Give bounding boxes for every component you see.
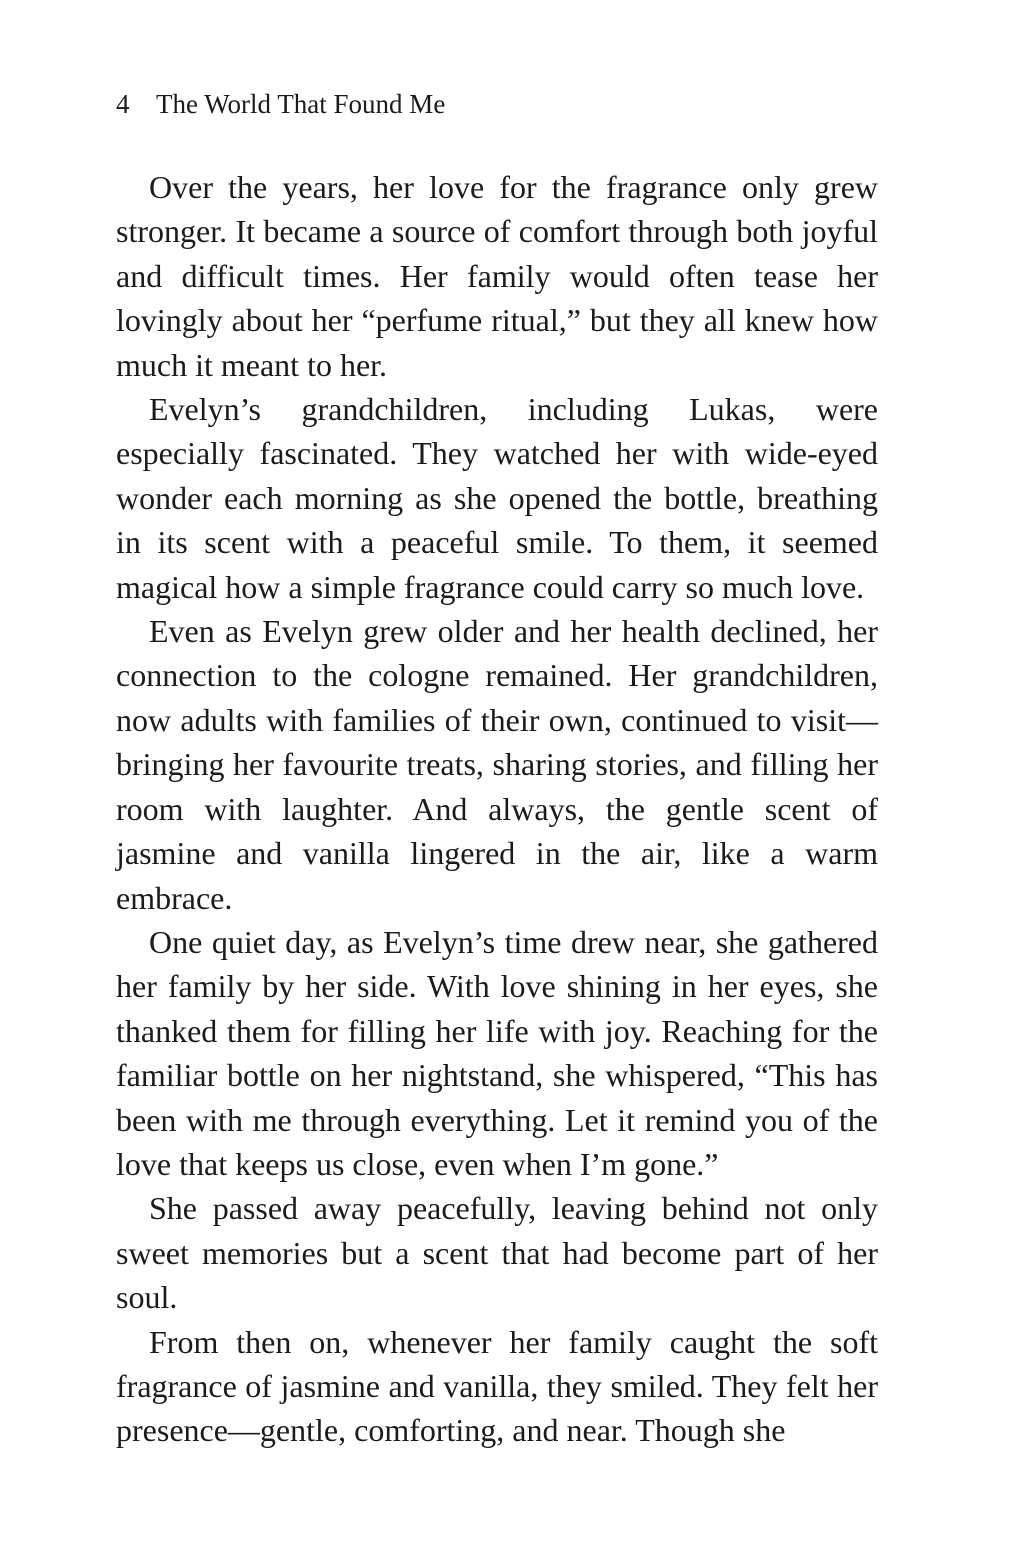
book-title: The World That Found Me bbox=[156, 89, 446, 119]
paragraph: Over the years, her love for the fragrance only grew stronger. It became a source of comfort through both joyful and difficult times. Her family would often tease her lovingly about her “perfume ritual,” but they all knew how much it meant to her. bbox=[116, 169, 878, 383]
paragraph: One quiet day, as Evelyn’s time drew near, she gathered her family by her side. With love shining in her eyes, she thanked them for filling her life with joy. Reaching for the familiar bottle on her nightstand, she whispered, “This has been with me through everything. Let it remind you of the love that keeps us close, even when I’m gone.” bbox=[116, 923, 878, 1182]
paragraph: She passed away peacefully, leaving behind not only sweet memories but a scent that had become part of her soul. bbox=[116, 1190, 878, 1316]
body-text bbox=[116, 165, 878, 1453]
paragraph: Evelyn’s grandchildren, including Lukas, were especially fascinated. They watched her with wide-eyed wonder each morning as she opened the bottle, breathing in its scent with a peaceful smile. To them, it seemed magical how a simple fragrance could carry so much love. bbox=[116, 391, 878, 605]
paragraph: Even as Evelyn grew older and her health declined, her connection to the cologne remained. Her grandchildren, now adults with families of their own, continued to visit—bringing her favourite treats, sharing stories, and filling her room with laughter. And always, the gentle scent of jasmine and vanilla lingered in the air, like a warm embrace. bbox=[116, 613, 878, 916]
page-number: 4 bbox=[116, 89, 130, 119]
running-head bbox=[116, 86, 445, 122]
paragraph: From then on, whenever her family caught the soft fragrance of jasmine and vanilla, they smiled. They felt her presence—gentle, comforting, and near. Though she bbox=[116, 1323, 878, 1449]
